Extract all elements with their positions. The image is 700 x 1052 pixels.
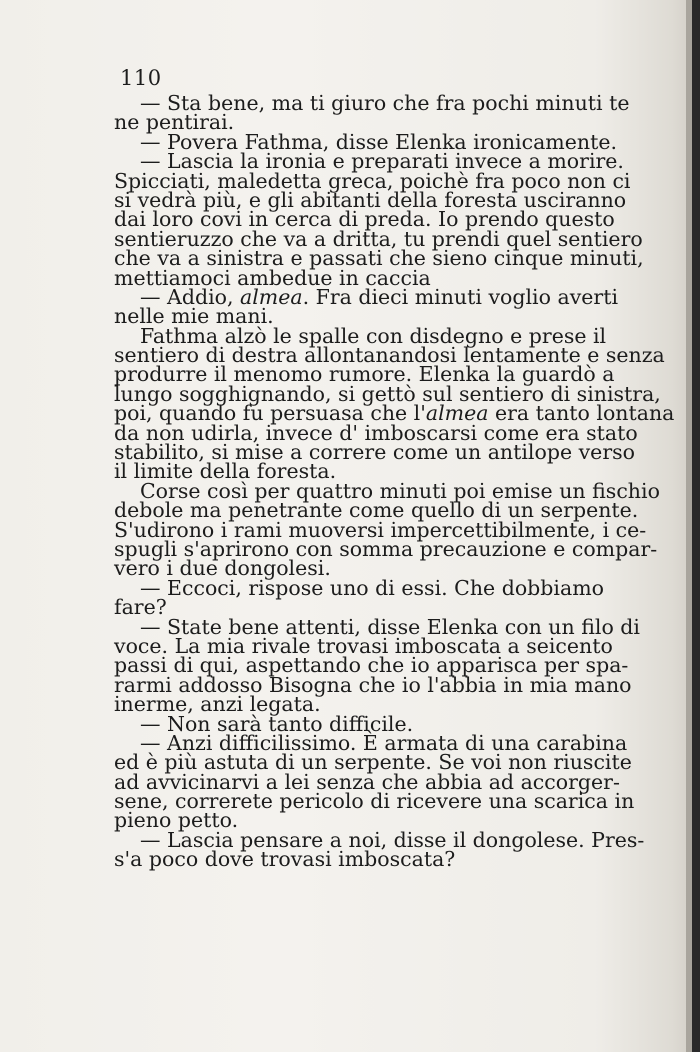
text-line: pieno petto. bbox=[114, 808, 239, 833]
text-line: Fathma alzò le spalle con disdegno e prese il bbox=[140, 323, 607, 348]
text-line: passi di qui, aspettando che io apparisca per spa- bbox=[114, 653, 629, 678]
text-line: si vedrà più, e gli abitanti della foresta usciranno bbox=[114, 187, 627, 212]
text-line: ne pentirai. bbox=[114, 110, 235, 135]
text-line: debole ma penetrante come quello di un serpente. bbox=[114, 498, 639, 523]
text-line: — State bene attenti, disse Elenka con un filo di bbox=[140, 614, 640, 639]
text-line: — Non sarà tanto difficile. bbox=[140, 711, 414, 736]
text-line: che va a sinistra e passati che sieno cinque minuti, bbox=[114, 246, 644, 271]
text-line: S'udirono i rami muoversi impercettibilmente, i ce- bbox=[114, 517, 647, 542]
text-line: — Eccoci, rispose uno di essi. Che dobbiamo bbox=[140, 575, 604, 600]
text-line: fare? bbox=[114, 595, 167, 620]
text-line: rarmi addosso Bisogna che io l'abbia in mia mano bbox=[114, 672, 632, 697]
text-line: Corse così per quattro minuti poi emise un fischio bbox=[140, 478, 660, 503]
text-line: vero i due dongolesi. bbox=[114, 556, 331, 581]
page-number: 110 bbox=[120, 66, 162, 90]
text-line: — Anzi difficilissimo. È armata di una carabina bbox=[140, 730, 628, 755]
text-line: produrre il menomo rumore. Elenka la guardò a bbox=[114, 362, 615, 387]
text-line: — Povera Fathma, disse Elenka ironicamente. bbox=[140, 129, 617, 154]
text-line: ad avvicinarvi a lei senza che abbia ad accorger- bbox=[114, 769, 620, 794]
body-text bbox=[114, 91, 675, 872]
page-edge-border bbox=[692, 0, 700, 1052]
text-line: sentiero di destra allontanandosi lentamente e senza bbox=[114, 343, 665, 368]
text-line: sentieruzzo che va a dritta, tu prendi quel sentiero bbox=[114, 226, 643, 251]
text-line: il limite della foresta. bbox=[114, 459, 337, 484]
text-line: inerme, anzi legata. bbox=[114, 692, 321, 717]
text-line: — Addio, almea. Fra dieci minuti voglio averti bbox=[140, 284, 618, 309]
text-line: s'a poco dove trovasi imboscata? bbox=[114, 847, 456, 872]
text-line: mettiamoci ambedue in caccia bbox=[114, 265, 431, 290]
italic-word: almea bbox=[425, 401, 489, 426]
text-line: voce. La mia rivale trovasi imboscata a seicento bbox=[114, 633, 613, 658]
text-line: — Lascia pensare a noi, disse il dongolese. Pres- bbox=[140, 827, 645, 852]
text-line: stabilito, si mise a correre come un antilope verso bbox=[114, 440, 635, 465]
text-line: lungo sogghignando, si gettò sul sentiero di sinistra, bbox=[114, 381, 661, 406]
text-line: Spicciati, maledetta greca, poichè fra poco non ci bbox=[114, 168, 631, 193]
text-line: poi, quando fu persuasa che l'almea era tanto lontana bbox=[114, 401, 675, 426]
text-line: — Sta bene, ma ti giuro che fra pochi minuti te bbox=[140, 91, 630, 115]
text-line: ed è più astuta di un serpente. Se voi non riuscite bbox=[114, 750, 632, 775]
italic-word: almea bbox=[240, 284, 303, 309]
text-line: — Lascia la ironia e preparati invece a morire. bbox=[140, 149, 624, 174]
text-line: nelle mie mani. bbox=[114, 304, 274, 329]
text-line: spugli s'aprirono con somma precauzione e compar- bbox=[114, 536, 658, 561]
text-line: sene, correrete pericolo di ricevere una scarica in bbox=[114, 789, 635, 814]
text-line: da non udirla, invece d' imboscarsi come era stato bbox=[114, 420, 638, 445]
text-line: dai loro covi in cerca di preda. Io prendo questo bbox=[114, 207, 615, 232]
